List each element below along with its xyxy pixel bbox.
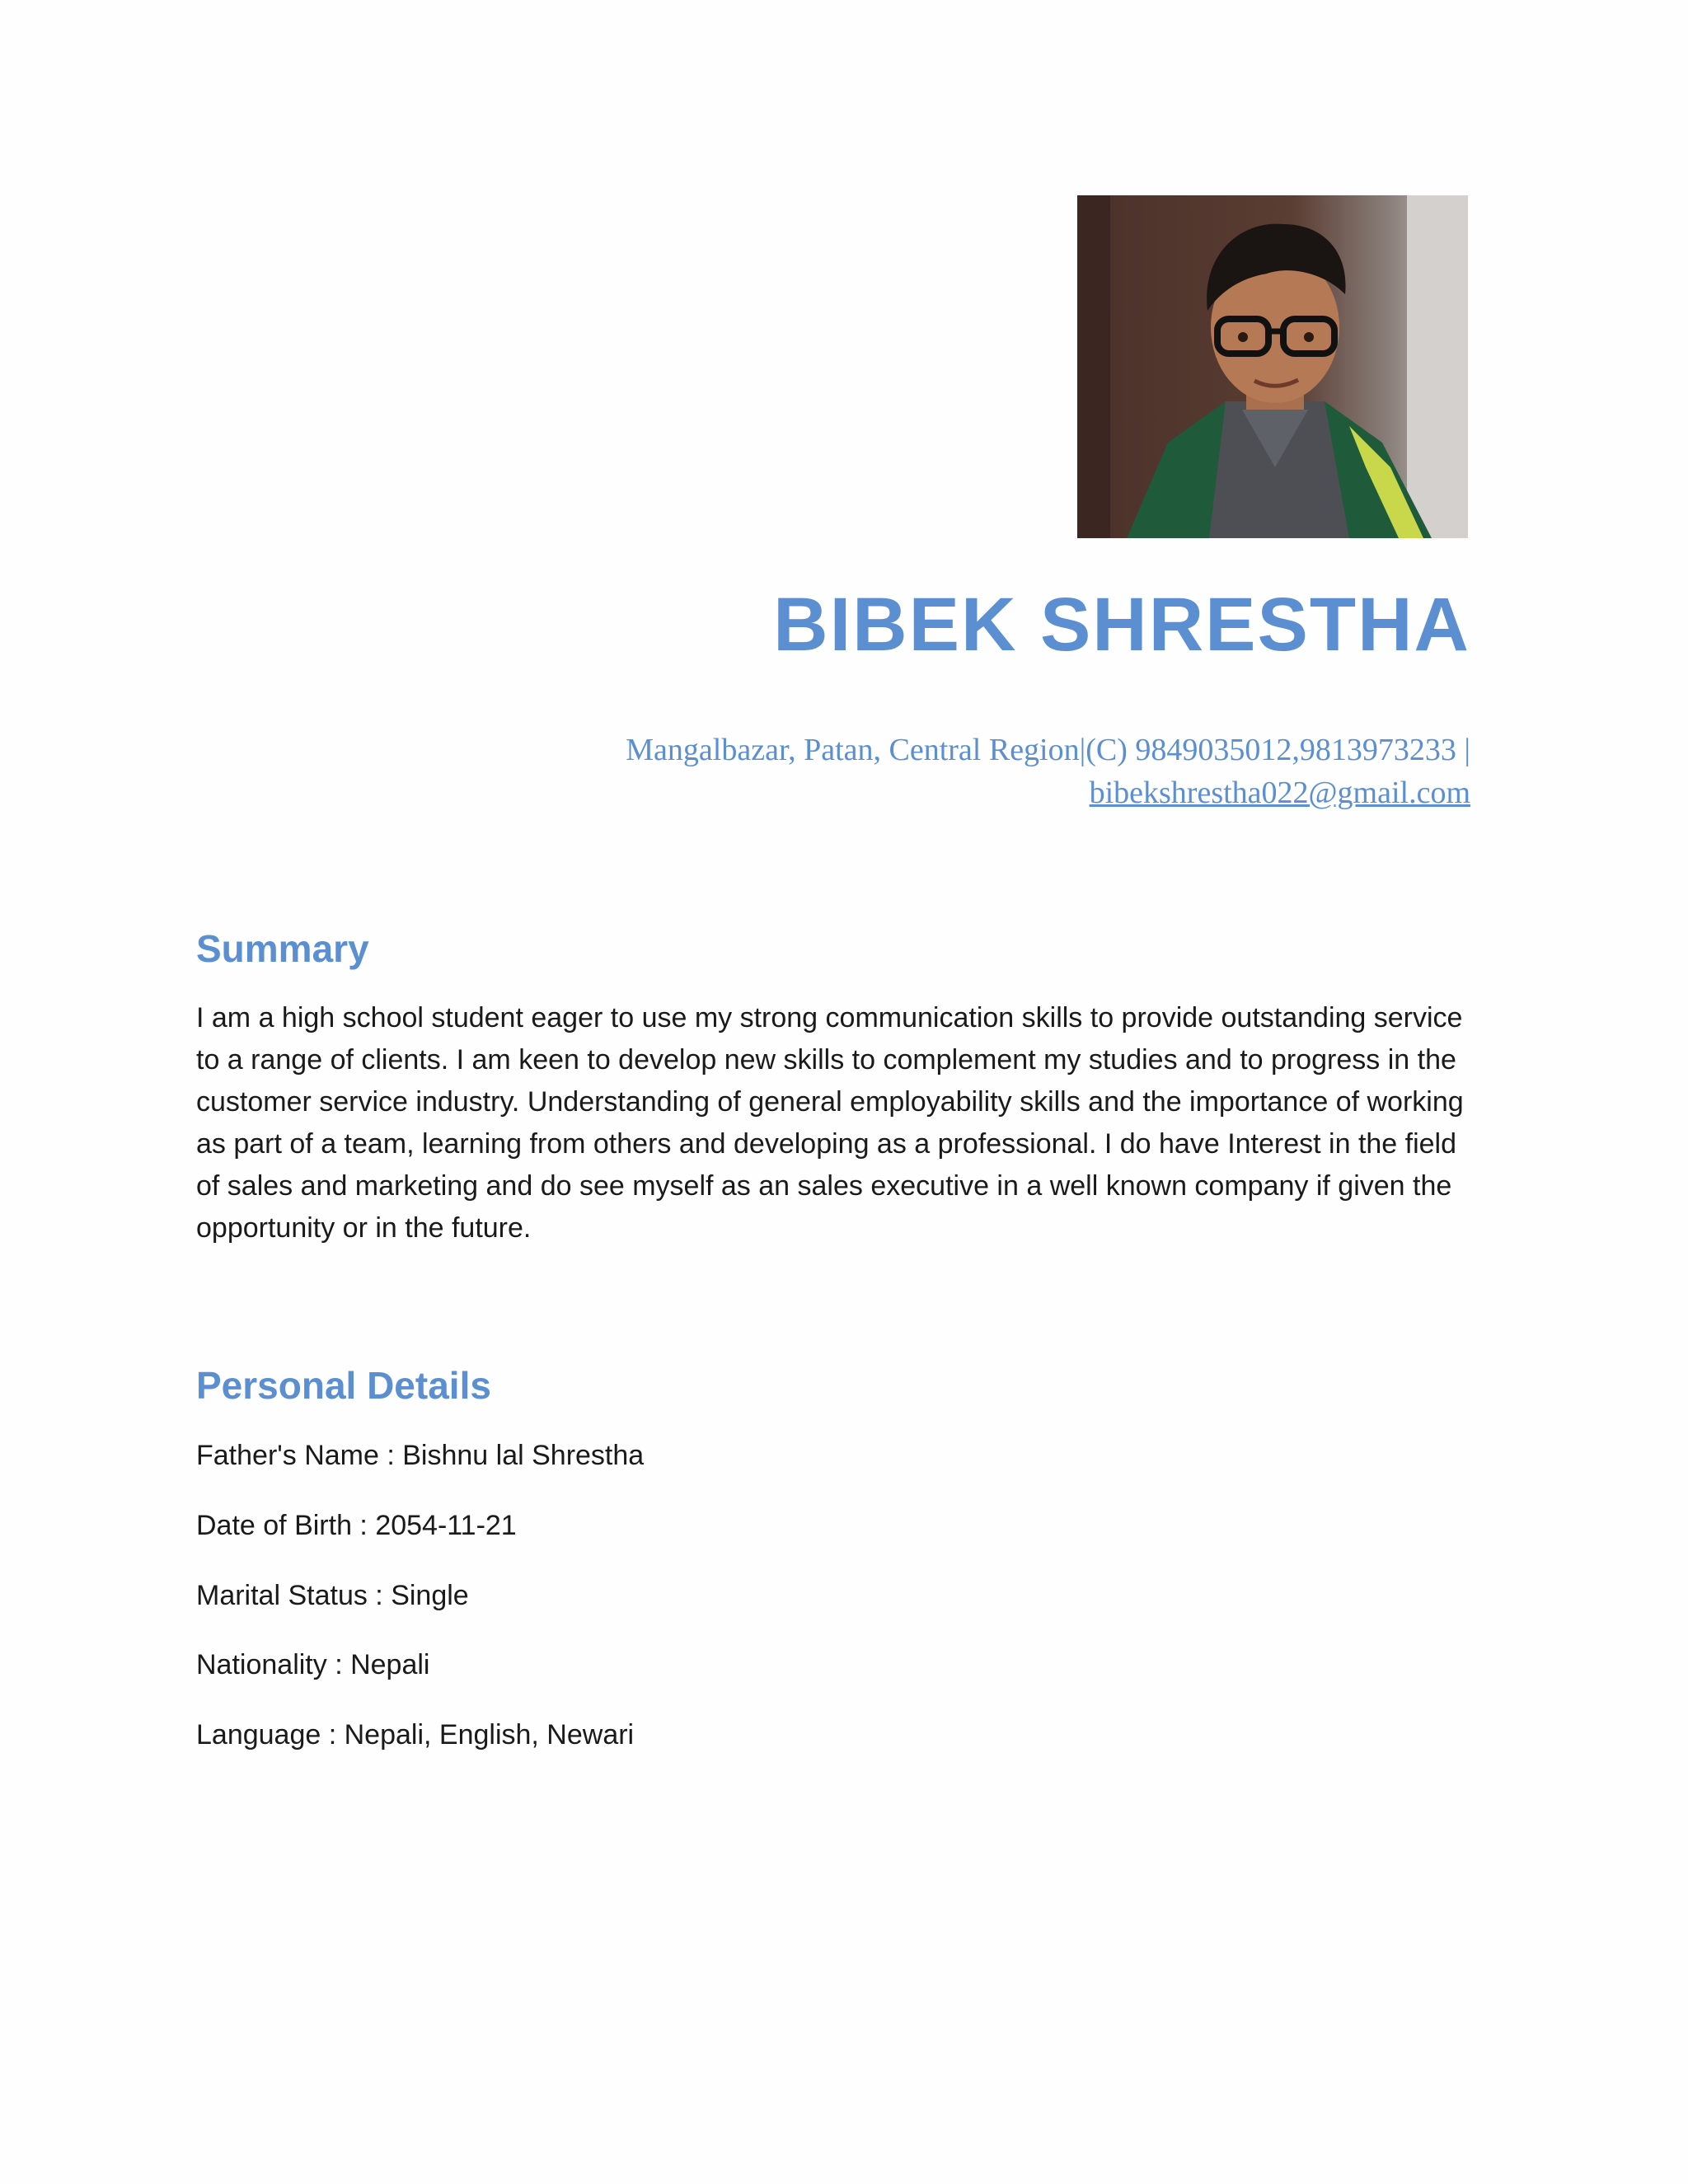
summary-text: I am a high school student eager to use my strong communication skills to provide outstanding service to a range of clients. I am keen to develop new skills to complement my studies and to progress in the customer service industry. Understanding of general employability skills and the importance of working as part of a team, learning from others and developing as a professional. I do have Interest in the field of sales and marketing and do see myself as an sales executive in a well known company if given the opportunity or in the future. (196, 1002, 1464, 1244)
profile-photo-image (1077, 195, 1468, 538)
fathers-name: Father's Name : Bishnu lal Shrestha (196, 1440, 645, 1471)
personal-details-heading: Personal Details (196, 1364, 491, 1407)
contact-info (481, 729, 1470, 814)
summary-heading: Summary (196, 927, 369, 970)
date-of-birth: Date of Birth : 2054-11-21 (196, 1510, 517, 1541)
language: Language : Nepali, English, Newari (196, 1719, 635, 1750)
candidate-name: BIBEK SHRESTHA (773, 583, 1470, 667)
contact-line: Mangalbazar, Patan, Central Region|(C) 9849035012,9813973233 | (626, 733, 1470, 767)
marital-status: Marital Status : Single (196, 1580, 469, 1611)
profile-photo (1077, 195, 1468, 538)
email-link[interactable]: bibekshrestha022@gmail.com (1089, 776, 1470, 810)
nationality: Nationality : Nepali (196, 1649, 430, 1680)
